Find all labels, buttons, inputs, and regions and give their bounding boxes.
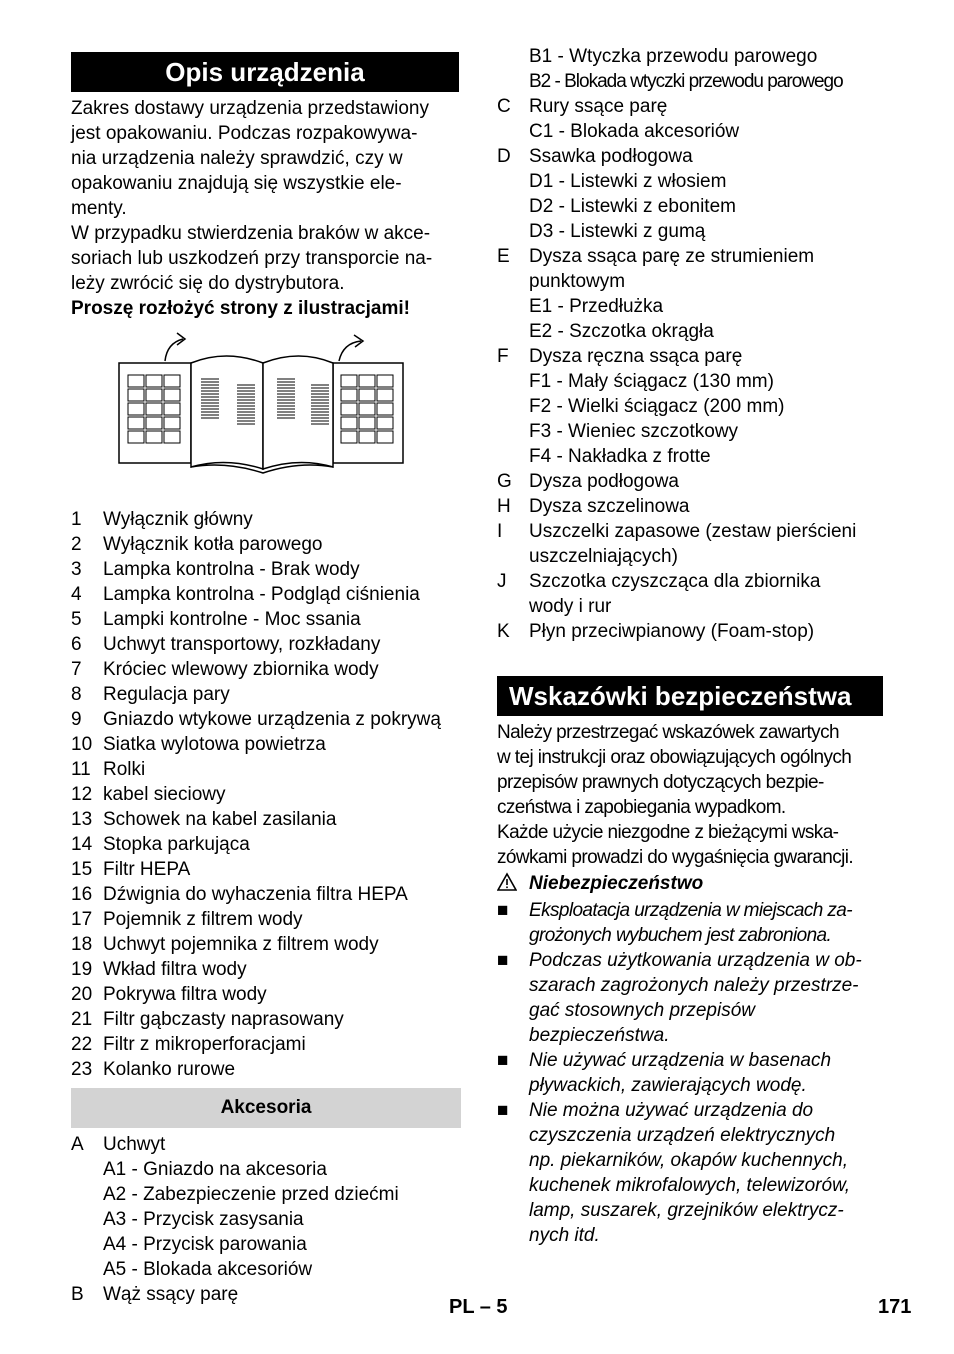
parts-list-item bbox=[71, 532, 459, 557]
item-number: 19 bbox=[71, 959, 93, 980]
accessory-item bbox=[71, 1232, 459, 1257]
left-column bbox=[71, 96, 459, 1307]
parts-list-item bbox=[71, 1032, 459, 1057]
item-number: 11 bbox=[71, 759, 91, 780]
item-label: Filtr HEPA bbox=[103, 859, 191, 880]
item-label: Gniazdo wtykowe urządzenia z pokrywą bbox=[103, 709, 441, 730]
accessory-item bbox=[497, 394, 885, 419]
page-grid-cell bbox=[128, 431, 144, 443]
accessory-letter: J bbox=[497, 571, 507, 592]
intro-line: opakowaniu znajdują się wszystkie ele- bbox=[71, 173, 402, 194]
item-label: Króciec wlewowy zbiornika wody bbox=[103, 659, 379, 680]
safety-intro-line: zówkami prowadzi do wygaśnięcia gwarancji. bbox=[497, 847, 854, 868]
bullet-line: gać stosownych przepisów bbox=[529, 1000, 755, 1021]
accessory-item bbox=[497, 244, 885, 269]
accessory-item bbox=[497, 294, 885, 319]
item-label: Uchwyt transportowy, rozkładany bbox=[103, 634, 381, 655]
bullet-line: kuchenek mikrofalowych, telewizorów, bbox=[529, 1175, 851, 1196]
safety-section bbox=[497, 720, 885, 1248]
item-number: 5 bbox=[71, 609, 82, 630]
safety-bullet-list bbox=[497, 898, 885, 1248]
parts-list-item bbox=[71, 907, 459, 932]
safety-intro-line: czeństwa i zapobiegania wypadkom. bbox=[497, 797, 786, 818]
bullet-line: pływackich, zawierających wodę. bbox=[529, 1075, 807, 1096]
page-grid-cell bbox=[146, 389, 162, 401]
page-grid-cell bbox=[359, 403, 375, 415]
page-grid-cell bbox=[359, 431, 375, 443]
parts-list-item bbox=[71, 607, 459, 632]
safety-bullet bbox=[497, 948, 885, 1048]
accessory-item bbox=[497, 594, 885, 619]
item-number: 4 bbox=[71, 584, 82, 605]
item-number: 18 bbox=[71, 934, 93, 955]
bullet-text bbox=[529, 948, 862, 1048]
page-grid-cell bbox=[164, 389, 180, 401]
warning-triangle-icon bbox=[497, 870, 529, 898]
item-label: Lampki kontrolne - Moc ssania bbox=[103, 609, 361, 630]
safety-intro-line: Każde użycie niezgodne z bieżącymi wska- bbox=[497, 822, 839, 843]
accessory-item bbox=[497, 569, 885, 594]
page-grid-cell bbox=[341, 389, 357, 401]
safety-bullet bbox=[497, 1048, 885, 1098]
item-number: 21 bbox=[71, 1009, 93, 1030]
page-grid-cell bbox=[341, 431, 357, 443]
accessory-label: Rury ssące parę bbox=[529, 96, 668, 117]
page-grid-cell bbox=[128, 389, 144, 401]
accessory-item bbox=[497, 419, 885, 444]
accessory-label: Płyn przeciwpianowy (Foam-stop) bbox=[529, 621, 815, 642]
accessory-item bbox=[497, 119, 885, 144]
item-label: Filtr gąbczasty naprasowany bbox=[103, 1009, 344, 1030]
item-label: Siatka wylotowa powietrza bbox=[103, 734, 326, 755]
item-label: Lampka kontrolna - Podgląd ciśnienia bbox=[103, 584, 420, 605]
parts-list-item bbox=[71, 707, 459, 732]
accessory-item bbox=[71, 1157, 459, 1182]
item-label: Regulacja pary bbox=[103, 684, 230, 705]
item-label: kabel sieciowy bbox=[103, 784, 226, 805]
accessory-sub-label: A5 - Blokada akcesoriów bbox=[103, 1259, 313, 1280]
parts-list-item bbox=[71, 582, 459, 607]
bullet-line: Eksploatacja urządzenia w miejscach za- bbox=[529, 900, 852, 921]
page-grid-cell bbox=[359, 375, 375, 387]
parts-list-item bbox=[71, 632, 459, 657]
accessory-item bbox=[497, 369, 885, 394]
accessory-label: Dysza szczelinowa bbox=[529, 496, 690, 517]
accessory-sub-label: E1 - Przedłużka bbox=[529, 296, 664, 317]
accessory-item bbox=[71, 1282, 459, 1307]
item-number: 23 bbox=[71, 1059, 93, 1080]
page-grid-cell bbox=[377, 375, 393, 387]
parts-list-item bbox=[71, 557, 459, 582]
item-label: Uchwyt pojemnika z filtrem wody bbox=[103, 934, 379, 955]
item-number: 16 bbox=[71, 884, 93, 905]
accessory-label: Dysza podłogowa bbox=[529, 471, 679, 492]
open-book-illustration bbox=[71, 321, 459, 493]
accessory-sub-label: B1 - Wtyczka przewodu parowego bbox=[529, 46, 818, 67]
section-title-device-description: Opis urządzenia bbox=[71, 52, 459, 92]
accessory-label: Dysza ssąca parę ze strumieniem bbox=[529, 246, 815, 267]
accessory-item bbox=[497, 469, 885, 494]
item-number: 8 bbox=[71, 684, 82, 705]
item-label: Lampka kontrolna - Brak wody bbox=[103, 559, 360, 580]
parts-list-item bbox=[71, 1007, 459, 1032]
accessory-sub-label: A3 - Przycisk zasysania bbox=[103, 1209, 304, 1230]
bullet-line: Nie można używać urządzenia do bbox=[529, 1100, 814, 1121]
accessory-item bbox=[497, 69, 885, 94]
accessory-letter: D bbox=[497, 146, 511, 167]
bullet-line: lamp, suszarek, grzejników elektrycz- bbox=[529, 1200, 844, 1221]
accessory-sub-label: C1 - Blokada akcesoriów bbox=[529, 121, 740, 142]
accessory-label: Ssawka podłogowa bbox=[529, 146, 693, 167]
unfold-pages-note: Proszę rozłożyć strony z ilustracjami! bbox=[71, 298, 410, 319]
page-grid-cell bbox=[164, 375, 180, 387]
parts-list-item bbox=[71, 957, 459, 982]
safety-intro-line: Należy przestrzegać wskazówek zawartych bbox=[497, 722, 839, 743]
accessory-label: Szczotka czyszcząca dla zbiornika bbox=[529, 571, 821, 592]
item-number: 17 bbox=[71, 909, 93, 930]
page-grid-cell bbox=[164, 403, 180, 415]
accessory-sub-label: D3 - Listewki z gumą bbox=[529, 221, 706, 242]
accessory-label: Dysza ręczna ssąca parę bbox=[529, 346, 743, 367]
item-number: 15 bbox=[71, 859, 93, 880]
bullet-square-icon: ■ bbox=[497, 900, 509, 921]
item-label: Wkład filtra wody bbox=[103, 959, 247, 980]
safety-title-text: Wskazówki bezpieczeństwa bbox=[509, 681, 852, 711]
accessory-item bbox=[497, 319, 885, 344]
accessory-item bbox=[497, 494, 885, 519]
bullet-square-icon: ■ bbox=[497, 950, 509, 971]
item-label: Pokrywa filtra wody bbox=[103, 984, 267, 1005]
item-number: 2 bbox=[71, 534, 82, 555]
parts-list-item bbox=[71, 932, 459, 957]
footer-language-page: PL – 5 bbox=[449, 1296, 508, 1318]
item-number: 7 bbox=[71, 659, 82, 680]
parts-list-item bbox=[71, 757, 459, 782]
accessory-sub-label: punktowym bbox=[529, 271, 626, 292]
accessory-sub-label: A2 - Zabezpieczenie przed dziećmi bbox=[103, 1184, 399, 1205]
accessory-sub-label: F3 - Wieniec szczotkowy bbox=[529, 421, 739, 442]
accessory-letter: H bbox=[497, 496, 511, 517]
bullet-square-icon: ■ bbox=[497, 1100, 509, 1121]
page-grid-cell bbox=[341, 375, 357, 387]
item-label: Schowek na kabel zasilania bbox=[103, 809, 337, 830]
accessory-letter: B bbox=[71, 1284, 84, 1305]
accessory-sub-label: D2 - Listewki z ebonitem bbox=[529, 196, 736, 217]
accessory-item bbox=[71, 1257, 459, 1282]
parts-list-item bbox=[71, 732, 459, 757]
bullet-line: czyszczenia urządzeń elektrycznych bbox=[529, 1125, 836, 1146]
page-grid-cell bbox=[359, 417, 375, 429]
intro-line: nia urządzenia należy sprawdzić, czy w bbox=[71, 148, 403, 169]
accessory-item bbox=[497, 519, 885, 544]
accessory-item bbox=[497, 94, 885, 119]
item-number: 20 bbox=[71, 984, 93, 1005]
accessory-letter: E bbox=[497, 246, 510, 267]
parts-list-item bbox=[71, 507, 459, 532]
page-grid-cell bbox=[164, 417, 180, 429]
bullet-line: nych itd. bbox=[529, 1225, 600, 1246]
page-grid-cell bbox=[164, 431, 180, 443]
page-grid-cell bbox=[146, 403, 162, 415]
page-grid-cell bbox=[128, 403, 144, 415]
accessory-item bbox=[497, 269, 885, 294]
page-grid-cell bbox=[146, 375, 162, 387]
parts-list-item bbox=[71, 982, 459, 1007]
section-title-safety bbox=[497, 676, 883, 716]
parts-list-item bbox=[71, 832, 459, 857]
danger-label: Niebezpieczeństwo bbox=[529, 873, 704, 894]
intro-line: jest opakowaniu. Podczas rozpakowywa- bbox=[71, 123, 418, 144]
item-number: 14 bbox=[71, 834, 93, 855]
accessory-item bbox=[497, 219, 885, 244]
page-grid-cell bbox=[341, 417, 357, 429]
accessories-heading: Akcesoria bbox=[71, 1088, 461, 1128]
accessory-letter: F bbox=[497, 346, 509, 367]
accessory-item bbox=[497, 619, 885, 644]
parts-list-item bbox=[71, 857, 459, 882]
safety-intro-paragraph bbox=[497, 720, 885, 870]
accessory-item bbox=[71, 1182, 459, 1207]
safety-intro-line: przepisów prawnych dotyczących bezpie- bbox=[497, 772, 824, 793]
accessory-letter: K bbox=[497, 621, 510, 642]
page-grid-cell bbox=[377, 403, 393, 415]
intro-paragraph bbox=[71, 96, 459, 296]
bullet-line: Podczas użytkowania urządzenia w ob- bbox=[529, 950, 862, 971]
item-number: 22 bbox=[71, 1034, 93, 1055]
intro-line: leży zwrócić się do dystrybutora. bbox=[71, 273, 345, 294]
accessory-item bbox=[497, 44, 885, 69]
accessory-item bbox=[71, 1132, 459, 1157]
accessory-sub-label: F2 - Wielki ściągacz (200 mm) bbox=[529, 396, 785, 417]
accessory-sub-label: uszczelniających) bbox=[529, 546, 678, 567]
parts-list-item bbox=[71, 1057, 459, 1082]
bullet-line: np. piekarników, okapów kuchennych, bbox=[529, 1150, 848, 1171]
parts-list-item bbox=[71, 782, 459, 807]
item-label: Stopka parkująca bbox=[103, 834, 250, 855]
page-grid-cell bbox=[146, 431, 162, 443]
page-grid-cell bbox=[377, 417, 393, 429]
bullet-line: Nie używać urządzenia w basenach bbox=[529, 1050, 832, 1071]
item-label: Filtr z mikroperforacjami bbox=[103, 1034, 306, 1055]
item-number: 1 bbox=[71, 509, 82, 530]
footer-page-number: 171 bbox=[878, 1296, 912, 1318]
accessory-sub-label: F1 - Mały ściągacz (130 mm) bbox=[529, 371, 774, 392]
accessory-item bbox=[497, 444, 885, 469]
intro-line: soriach lub uszkodzeń przy transporcie na- bbox=[71, 248, 433, 269]
bullet-line: szarach zagrożonych należy przestrze- bbox=[529, 975, 859, 996]
page-grid-cell bbox=[341, 403, 357, 415]
accessory-sub-label: E2 - Szczotka okrągła bbox=[529, 321, 714, 342]
page-grid-cell bbox=[128, 375, 144, 387]
accessory-label: Wąż ssący parę bbox=[103, 1284, 239, 1305]
bullet-text bbox=[529, 1098, 850, 1248]
accessory-item bbox=[71, 1207, 459, 1232]
parts-list-item bbox=[71, 682, 459, 707]
parts-list bbox=[71, 507, 459, 1082]
accessory-label: Uszczelki zapasowe (zestaw pierścieni bbox=[529, 521, 857, 542]
page-grid-cell bbox=[377, 389, 393, 401]
item-number: 10 bbox=[71, 734, 93, 755]
item-label: Dźwignia do wyhaczenia filtra HEPA bbox=[103, 884, 408, 905]
accessory-sub-label: A4 - Przycisk parowania bbox=[103, 1234, 307, 1255]
accessory-item bbox=[497, 169, 885, 194]
page-grid-cell bbox=[128, 417, 144, 429]
page-grid-cell bbox=[359, 389, 375, 401]
item-number: 6 bbox=[71, 634, 82, 655]
bullet-text bbox=[529, 1048, 831, 1098]
accessory-sub-label: F4 - Nakładka z frotte bbox=[529, 446, 711, 467]
parts-list-item bbox=[71, 657, 459, 682]
right-column bbox=[497, 44, 885, 644]
bullet-square-icon: ■ bbox=[497, 1050, 509, 1071]
accessory-letter: A bbox=[71, 1134, 84, 1155]
accessory-letter: C bbox=[497, 96, 511, 117]
accessory-sub-label: wody i rur bbox=[529, 596, 612, 617]
parts-list-item bbox=[71, 807, 459, 832]
accessory-label: Uchwyt bbox=[103, 1134, 166, 1155]
item-number: 13 bbox=[71, 809, 93, 830]
accessory-sub-label: B2 - Blokada wtyczki przewodu parowego bbox=[529, 71, 843, 92]
accessory-sub-label: A1 - Gniazdo na akcesoria bbox=[103, 1159, 327, 1180]
accessory-sub-label: D1 - Listewki z włosiem bbox=[529, 171, 727, 192]
safety-bullet bbox=[497, 1098, 885, 1248]
accessories-list-right bbox=[497, 44, 885, 644]
accessory-item bbox=[497, 194, 885, 219]
bullet-text bbox=[529, 898, 852, 948]
safety-intro-line: w tej instrukcji oraz obowiązujących ogólnych bbox=[497, 747, 852, 768]
item-label: Wyłącznik kotła parowego bbox=[103, 534, 323, 555]
intro-line: menty. bbox=[71, 198, 127, 219]
item-label: Rolki bbox=[103, 759, 146, 780]
parts-list-item bbox=[71, 882, 459, 907]
intro-line: Zakres dostawy urządzenia przedstawiony bbox=[71, 98, 430, 119]
accessory-item bbox=[497, 144, 885, 169]
book-with-fold-out-pages-icon bbox=[71, 321, 459, 493]
item-number: 12 bbox=[71, 784, 93, 805]
item-number: 3 bbox=[71, 559, 82, 580]
item-label: Kolanko rurowe bbox=[103, 1059, 236, 1080]
page-grid-cell bbox=[146, 417, 162, 429]
page-grid-cell bbox=[377, 431, 393, 443]
accessories-list-left bbox=[71, 1132, 459, 1307]
accessory-item bbox=[497, 344, 885, 369]
bullet-line: bezpieczeństwa. bbox=[529, 1025, 670, 1046]
safety-bullet bbox=[497, 898, 885, 948]
item-label: Wyłącznik główny bbox=[103, 509, 253, 530]
accessory-item bbox=[497, 544, 885, 569]
danger-heading bbox=[497, 870, 885, 898]
intro-line: W przypadku stwierdzenia braków w akce- bbox=[71, 223, 431, 244]
item-number: 9 bbox=[71, 709, 82, 730]
accessory-letter: I bbox=[497, 521, 503, 542]
item-label: Pojemnik z filtrem wody bbox=[103, 909, 303, 930]
accessory-letter: G bbox=[497, 471, 512, 492]
bullet-line: grożonych wybuchem jest zabroniona. bbox=[529, 925, 832, 946]
